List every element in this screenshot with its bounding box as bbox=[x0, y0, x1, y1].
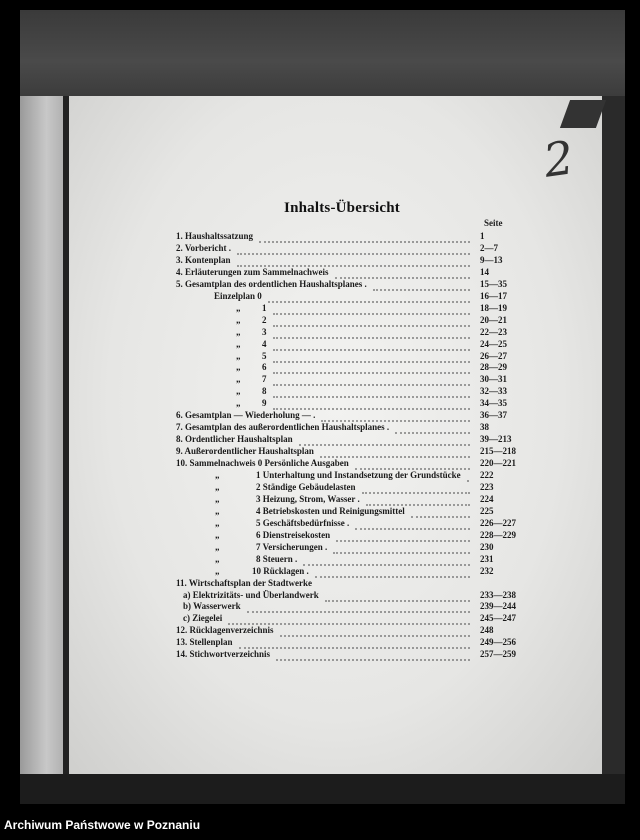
toc-entry-pages: 248 bbox=[480, 625, 494, 636]
toc-entry-pages: 249—256 bbox=[480, 637, 516, 648]
ditto-mark: „ bbox=[236, 398, 241, 409]
toc-entry-label: 6 Dienstreisekosten bbox=[256, 529, 331, 540]
toc-entry-pages: 224 bbox=[480, 493, 494, 504]
toc-entry-pages: 239—244 bbox=[480, 601, 516, 612]
toc-entry-label: 5 Geschäftsbedürfnisse . bbox=[256, 517, 350, 528]
leader-dots bbox=[273, 303, 470, 315]
scan-top-band bbox=[20, 10, 625, 96]
ditto-mark: „ bbox=[236, 302, 241, 313]
toc-entry-pages: 233—238 bbox=[480, 589, 516, 600]
ditto-mark: „ bbox=[236, 314, 241, 325]
toc-entry-label: 3. Kontenplan bbox=[176, 254, 231, 265]
toc-entry-pages: 231 bbox=[480, 553, 494, 564]
toc-entry-label: 2 Ständige Gebäudelasten bbox=[256, 481, 356, 492]
leader-dots bbox=[273, 327, 470, 339]
toc-entry-pages: 223 bbox=[480, 481, 494, 492]
ditto-mark: „ bbox=[215, 493, 220, 504]
toc-entry-label: 5. Gesamtplan des ordentlichen Haushaltsplanes . bbox=[176, 278, 367, 289]
toc-entry-label: 8 Steuern . bbox=[256, 553, 298, 564]
toc-entry-pages: 30—31 bbox=[480, 374, 507, 385]
ditto-mark: „ bbox=[236, 386, 241, 397]
leader-dots bbox=[280, 625, 470, 637]
toc-entry-pages: 18—19 bbox=[480, 302, 507, 313]
toc-entry-pages: 38 bbox=[480, 422, 489, 433]
leader-dots bbox=[411, 506, 470, 518]
ditto-mark: „ bbox=[215, 553, 220, 564]
leader-dots bbox=[273, 374, 470, 386]
ditto-mark: „ bbox=[215, 541, 220, 552]
ditto-mark: „ bbox=[236, 326, 241, 337]
toc-row bbox=[0, 649, 640, 662]
toc-entry-label: 10 Rücklagen . bbox=[252, 565, 309, 576]
toc-entry-pages: 22—23 bbox=[480, 326, 507, 337]
ditto-mark: „ bbox=[215, 517, 220, 528]
toc-entry-pages: 215—218 bbox=[480, 446, 516, 457]
toc-entry-pages: 228—229 bbox=[480, 529, 516, 540]
toc-entry-label: 7 Versicherungen . bbox=[256, 541, 328, 552]
ditto-mark: „ bbox=[236, 350, 241, 361]
toc-entry-label: 7 bbox=[262, 374, 267, 385]
toc-entry-label: 11. Wirtschaftsplan der Stadtwerke bbox=[176, 577, 313, 588]
handwritten-page-number: 2 bbox=[540, 130, 577, 188]
toc-entry-label: a) Elektrizitäts- und Überlandwerk bbox=[183, 589, 319, 600]
toc-entry-pages: 32—33 bbox=[480, 386, 507, 397]
leader-dots bbox=[299, 434, 470, 446]
toc-entry-pages: 245—247 bbox=[480, 613, 516, 624]
archive-watermark: Archiwum Państwowe w Poznaniu bbox=[4, 818, 201, 832]
toc-entry-pages: 232 bbox=[480, 565, 494, 576]
ditto-mark: „ bbox=[215, 529, 220, 540]
toc-entry-label: 4 Betriebskosten und Reinigungsmittel bbox=[256, 505, 405, 516]
toc-entry-label: 1 Unterhaltung und Instandsetzung der Grundstücke bbox=[256, 470, 461, 480]
toc-entry-pages: 24—25 bbox=[480, 338, 507, 349]
toc-entry-label: 4. Erläuterungen zum Sammelnachweis bbox=[176, 266, 329, 277]
leader-dots bbox=[303, 554, 470, 566]
toc-entry-pages: 20—21 bbox=[480, 314, 507, 325]
leader-dots bbox=[336, 530, 470, 542]
toc-entry-label: 10. Sammelnachweis 0 Persönliche Ausgaben bbox=[176, 458, 349, 469]
leader-dots bbox=[333, 542, 470, 554]
toc-entry-label: 3 bbox=[262, 326, 267, 337]
leader-dots bbox=[239, 637, 470, 649]
leader-dots bbox=[467, 470, 470, 482]
page-title: Inhalts-Übersicht bbox=[284, 200, 400, 216]
toc-entry-label: 2. Vorbericht . bbox=[176, 242, 231, 253]
toc-entry-pages: 230 bbox=[480, 541, 494, 552]
leader-dots bbox=[268, 291, 470, 303]
toc-entry-label: 12. Rücklagenverzeichnis bbox=[176, 625, 274, 636]
leader-dots bbox=[273, 386, 470, 398]
toc-entry-label: 9 bbox=[262, 398, 267, 409]
leader-dots bbox=[237, 255, 470, 267]
toc-entry-pages: 16—17 bbox=[480, 290, 507, 301]
toc-entry-label: 4 bbox=[262, 338, 267, 349]
toc-entry-pages: 34—35 bbox=[480, 398, 507, 409]
leader-dots bbox=[362, 482, 470, 494]
toc-entry-pages: 14 bbox=[480, 266, 489, 277]
seite-column-header: Seite bbox=[484, 218, 503, 228]
leader-dots bbox=[273, 339, 470, 351]
toc-entry-label: 8 bbox=[262, 386, 267, 397]
toc-entry-label: Einzelplan 0 bbox=[214, 290, 262, 301]
toc-entry-label: 2 bbox=[262, 314, 267, 325]
leader-dots bbox=[395, 422, 470, 434]
toc-entry-pages: 36—37 bbox=[480, 410, 507, 421]
leader-dots bbox=[355, 458, 470, 470]
toc-entry-label: 5 bbox=[262, 350, 267, 361]
toc-entry-pages: 222 bbox=[480, 470, 494, 480]
leader-dots bbox=[355, 518, 470, 530]
toc-entry-label: 7. Gesamtplan des außerordentlichen Haushaltsplanes . bbox=[176, 422, 390, 433]
toc-entry-pages: 2—7 bbox=[480, 242, 498, 253]
toc-entry-label: 6. Gesamtplan — Wiederholung — . bbox=[176, 410, 316, 421]
leader-dots bbox=[320, 446, 470, 458]
toc-entry-pages: 220—221 bbox=[480, 458, 516, 469]
ditto-mark: „ bbox=[236, 362, 241, 373]
leader-dots bbox=[237, 243, 470, 255]
leader-dots bbox=[373, 279, 470, 291]
ditto-mark: „ bbox=[236, 374, 241, 385]
leader-dots bbox=[273, 362, 470, 374]
toc-entry-pages: 257—259 bbox=[480, 649, 516, 660]
ditto-mark: „ bbox=[215, 505, 220, 516]
toc-entry-label: 13. Stellenplan bbox=[176, 637, 233, 648]
toc-entry-pages: 39—213 bbox=[480, 434, 512, 445]
toc-entry-label: 14. Stichwortverzeichnis bbox=[176, 649, 270, 660]
ditto-mark: „ bbox=[215, 481, 220, 492]
toc-entry-pages: 9—13 bbox=[480, 254, 503, 265]
toc-entry-label: 1 bbox=[262, 302, 267, 313]
toc-entry-label: 6 bbox=[262, 362, 267, 373]
toc-entry-label: 9. Außerordentlicher Haushaltsplan bbox=[176, 446, 314, 457]
leader-dots bbox=[273, 315, 470, 327]
leader-dots bbox=[325, 590, 470, 602]
leader-dots bbox=[321, 410, 470, 422]
leader-dots bbox=[276, 649, 470, 661]
leader-dots bbox=[273, 351, 470, 363]
toc-entry-pages: 15—35 bbox=[480, 278, 507, 289]
toc-entry-label: 1. Haushaltssatzung bbox=[176, 231, 254, 241]
leader-dots bbox=[273, 398, 470, 410]
ditto-mark: „ bbox=[215, 470, 220, 480]
leader-dots bbox=[315, 566, 470, 578]
toc-entry-pages: 225 bbox=[480, 505, 494, 516]
toc-entry-label: 3 Heizung, Strom, Wasser . bbox=[256, 493, 360, 504]
leader-dots bbox=[366, 494, 470, 506]
toc-entry-label: 8. Ordentlicher Haushaltsplan bbox=[176, 434, 293, 445]
leader-dots bbox=[247, 601, 470, 613]
scan-bottom-band bbox=[20, 774, 625, 804]
toc-entry-pages: 1 bbox=[480, 231, 485, 241]
toc-entry-pages: 226—227 bbox=[480, 517, 516, 528]
toc-entry-pages: 28—29 bbox=[480, 362, 507, 373]
leader-dots bbox=[259, 231, 470, 243]
leader-dots bbox=[335, 267, 470, 279]
toc-entry-label: c) Ziegelei bbox=[183, 613, 223, 624]
leader-dots bbox=[228, 613, 470, 625]
ditto-mark: „ bbox=[215, 565, 220, 576]
ditto-mark: „ bbox=[236, 338, 241, 349]
toc-entry-label: b) Wasserwerk bbox=[183, 601, 241, 612]
toc-entry-pages: 26—27 bbox=[480, 350, 507, 361]
